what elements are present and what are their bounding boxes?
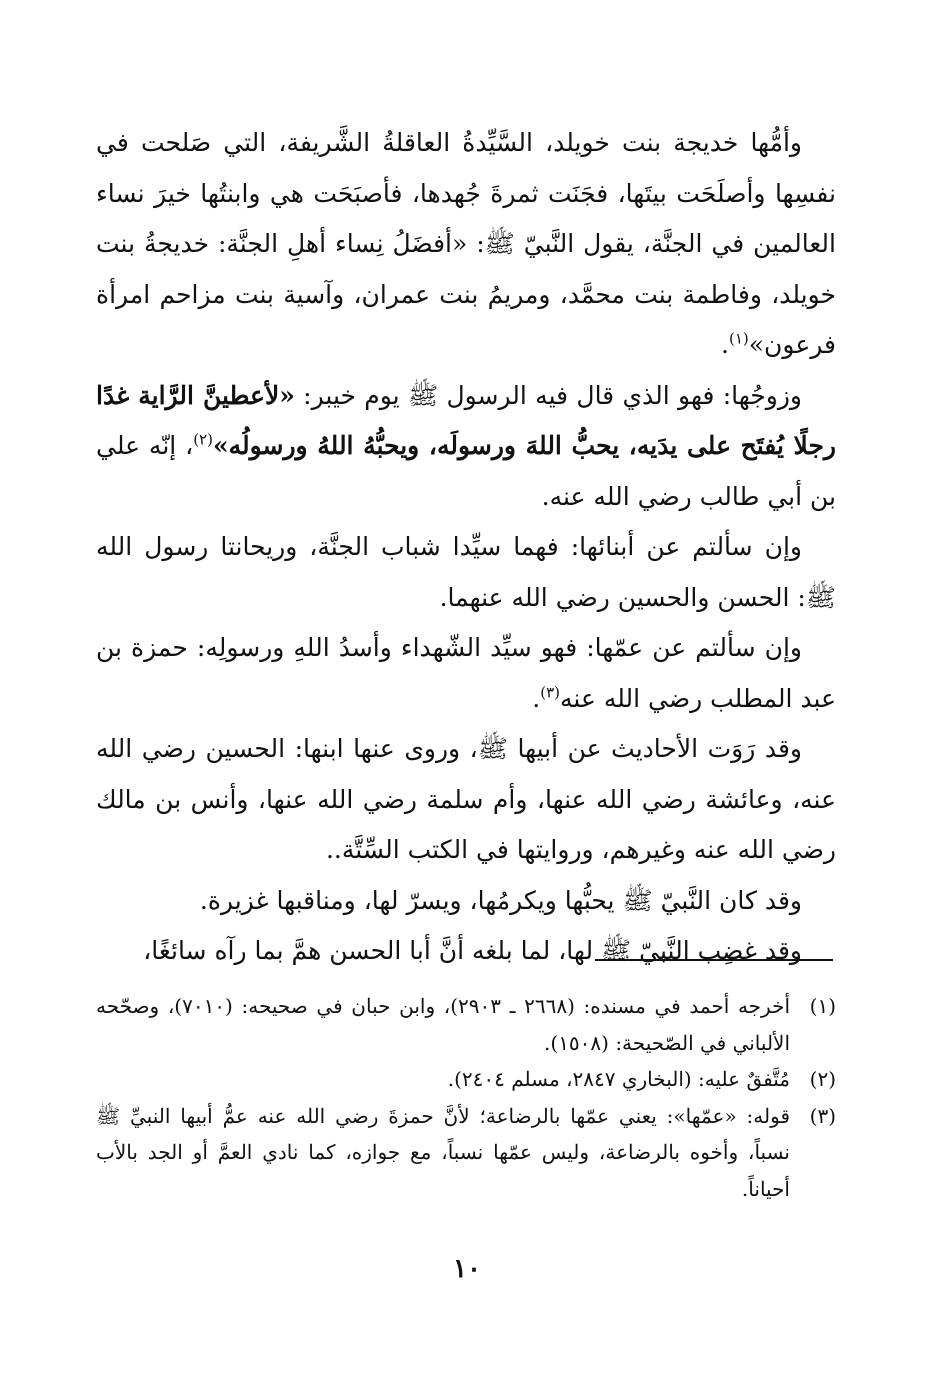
paragraph-love xyxy=(96,876,836,927)
footnote-text: مُتَّفقٌ عليه: (البخاري ٢٨٤٧، مسلم ٢٤٠٤). xyxy=(447,1067,790,1091)
footnote-ref: (٢) xyxy=(193,430,213,449)
paragraph-end: . xyxy=(532,683,541,713)
footnote-ref: (١) xyxy=(728,329,749,348)
paragraph-text: وإن سألتم عن عمّها: فهو سيِّد الشّهداء وأسدُ اللهِ ورسولِه: حمزة بن عبد المطلب رضي الله عنه xyxy=(96,633,836,713)
footnote-number: (١) xyxy=(809,994,836,1018)
footnote-ref: (٣) xyxy=(540,683,561,702)
paragraph-end: . xyxy=(721,330,729,359)
paragraph-text: وأمُّها خديجة بنت خويلد، السَّيِّدةُ العاقلةُ الشَّريفة، التي صَلحت في نفسِها وأصلَحَت بيتَها، فجَنَت ثمرةَ جُهدها، فأصبَحَت هي وابنتُها خيرَ نساء العالمين في الجنَّة، يقول النَّبيّ ﷺ: «أفضَلُ نِساء أهلِ الجنَّة: خديجةُ بنت خويلد، وفاطمة بنت محمَّد، ومريمُ بنت عمران، وآسية بنت مزاحم امرأة فرعون» xyxy=(96,128,837,359)
paragraph-text: وقد كان النَّبيّ ﷺ يحبُّها ويكرمُها، ويسرّ لها، ومناقبها غزيرة. xyxy=(199,885,802,915)
paragraph-text: وقد غضِب النَّبيّ ﷺ لها، لما بلغه أنَّ أبا الحسن همَّ بما رآه سائغًا، xyxy=(143,936,802,965)
paragraph-text: ، إنّه علي بن أبي طالب رضي الله عنه. xyxy=(96,431,836,511)
paragraph-husband xyxy=(96,371,836,523)
hadith-quote: «لأعطينَّ الرَّاية غدًا رجلًا يُفتَح على يدَيه، يحبُّ اللهَ ورسولَه، ويحبُّهُ اللهُ ورسولُه» xyxy=(96,380,836,460)
footnote-number: (٢) xyxy=(809,1067,836,1091)
paragraph-narrations xyxy=(96,724,836,876)
footnote-1 xyxy=(96,988,836,1061)
footnote-2 xyxy=(96,1061,836,1098)
main-text xyxy=(96,118,836,977)
paragraph-text: وقد رَوَت الأحاديث عن أبيها ﷺ، وروى عنها ابنها: الحسين رضي الله عنه، وعائشة رضي الله عنها، وأم سلمة رضي الله عنها، وأنس بن مالك رضي الله عنه وغيرهم، وروايتها في الكتب السِّتَّة.. xyxy=(96,734,836,864)
footnotes xyxy=(96,988,836,1207)
paragraph-khadija xyxy=(96,118,836,371)
paragraph-text: وإن سألتم عن أبنائها: فهما سيِّدا شباب الجنَّة، وريحانتا رسول الله ﷺ: الحسن والحسين رضي الله عنهما. xyxy=(96,532,836,612)
paragraph-text: وزوجُها: فهو الذي قال فيه الرسول ﷺ يوم خيبر: xyxy=(294,380,802,410)
page-number: ١٠ xyxy=(453,1254,481,1284)
paragraph-anger xyxy=(96,926,836,977)
footnote-number: (٣) xyxy=(809,1103,836,1128)
footnote-text: أخرجه أحمد في مسنده: (٢٦٦٨ ـ ٢٩٠٣)، وابن حبان في صحيحه: (٧٠١٠)، وصحّحه الألباني في الصّحيحة: (١٥٠٨). xyxy=(96,994,790,1055)
paragraph-uncle xyxy=(96,623,836,724)
paragraph-sons xyxy=(96,522,836,623)
footnote-3 xyxy=(96,1098,836,1208)
footnote-text: قوله: «عمّها»: يعني عمّها بالرضاعة؛ لأنَّ حمزةَ رضي الله عنه عمُّ أبيها النبيِّ ﷺ نسباً، وأخوه بالرضاعة، وليس عمّها نسباً، مع جوازه، كما نادي العمَّ أو الجد بالأب أحياناً. xyxy=(96,1103,790,1201)
footnote-divider xyxy=(595,959,833,961)
